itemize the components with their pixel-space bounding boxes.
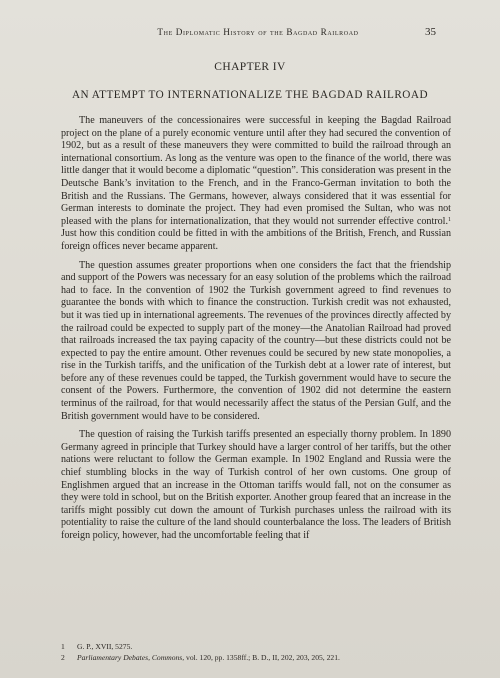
paragraph-1: [61, 115, 451, 254]
footnote-marker[interactable]: 1: [448, 216, 451, 223]
paragraph-text: The question assumes greater proportions when one considers the fact that the friendship and support of the Powers was necessary for an easy solution of the problems which the railroad had to face. In the convention of 1902 the Turkish government agreed to find revenues to guarantee the bonds with which to finance the construction. Turkish credit was not exhausted, but it was tied up in international agreements. The revenues of the provinces directly affected by the railroad could be expected to supply part of the money—the Anatolian Railroad had proved that railroads increased the tax paying capacity of the country—but these districts could not be expected to pay the entire amount. Other revenues could be secured by new state monopolies, a rise in the Turkish tariffs, and the unification of the Turkish debt at a lower rate of interest, but before any of these revenues could be tapped, the Turkish government would have to secure the consent of the Powers. Furthermore, the convention of 1902 did not determine the eastern terminus of the railroad, for that would necessarily affect the status of the Persian Gulf, and the British government would have to be considered.: [61, 259, 451, 422]
footnote-number: 2: [61, 653, 65, 662]
paragraph-2: [61, 260, 451, 424]
paragraph-text: The maneuvers of the concessionaires were successful in keeping the Bagdad Railroad project on the plane of a purely economic venture until after they had secured the convention of 1902, but as a result of these maneuvers they were committed to build the railroad through an international consortium. As long as the venture was open to the finance of the world, there was little danger that it would become a diplomatic “question”. This consideration was present in the Deutsche Bank’s invitation to the French, and in the Franco-German invitation to both the British and the Russians. The Germans, however, always considered that it was essential for German interests to dominate the project. They had even promised the Sultan, who was not pleased with the plans for internationalization, that they would not surrender effective control.: [61, 115, 451, 227]
paragraph-text: Just how this condition could be fitted in with the ambitions of the British, French, and Russian foreign offices never became apparent.: [61, 228, 451, 252]
footnote-italic: Parliamentary Debates, Commons,: [77, 653, 185, 662]
footnotes: [61, 641, 451, 663]
footnote-2: [61, 652, 451, 663]
footnote-1: [61, 641, 451, 652]
paragraph-3: [61, 429, 451, 542]
chapter-title: AN ATTEMPT TO INTERNATIONALIZE THE BAGDAD RAILROAD: [71, 89, 429, 101]
footnote-number: 1: [61, 642, 65, 651]
chapter-label: CHAPTER IV: [214, 61, 286, 73]
footnote-text: vol. 120, pp. 1358ff.; B. D., II, 202, 203, 205, 221.: [184, 653, 340, 662]
running-head: The Diplomatic History of the Bagdad Railroad: [157, 27, 359, 37]
paragraph-text: The question of raising the Turkish tariffs presented an especially thorny problem. In 1890 Germany agreed in principle that Turkey should have a larger control of her tariffs, but the other nations were reluctant to follow the German example. In 1902 England and Russia were the chief stumbling blocks in the way of Turkish control of her own customs. One group of Englishmen argued that an increase in the Ottoman tariffs would fall, not on the consumer as they were told in school, but on the British exporter. Another group feared that an increase in the tariffs might possibly cut down the amount of Turkish purchases unless the railroad with its potentiality to raise the culture of the land should counterbalance the loss. The leaders of British foreign policy, however, had the uncomfortable feeling that if: [61, 429, 451, 541]
page-number: 35: [425, 26, 436, 38]
footnote-text: G. P., XVII, 5275.: [77, 642, 133, 651]
body-text: [61, 115, 451, 549]
